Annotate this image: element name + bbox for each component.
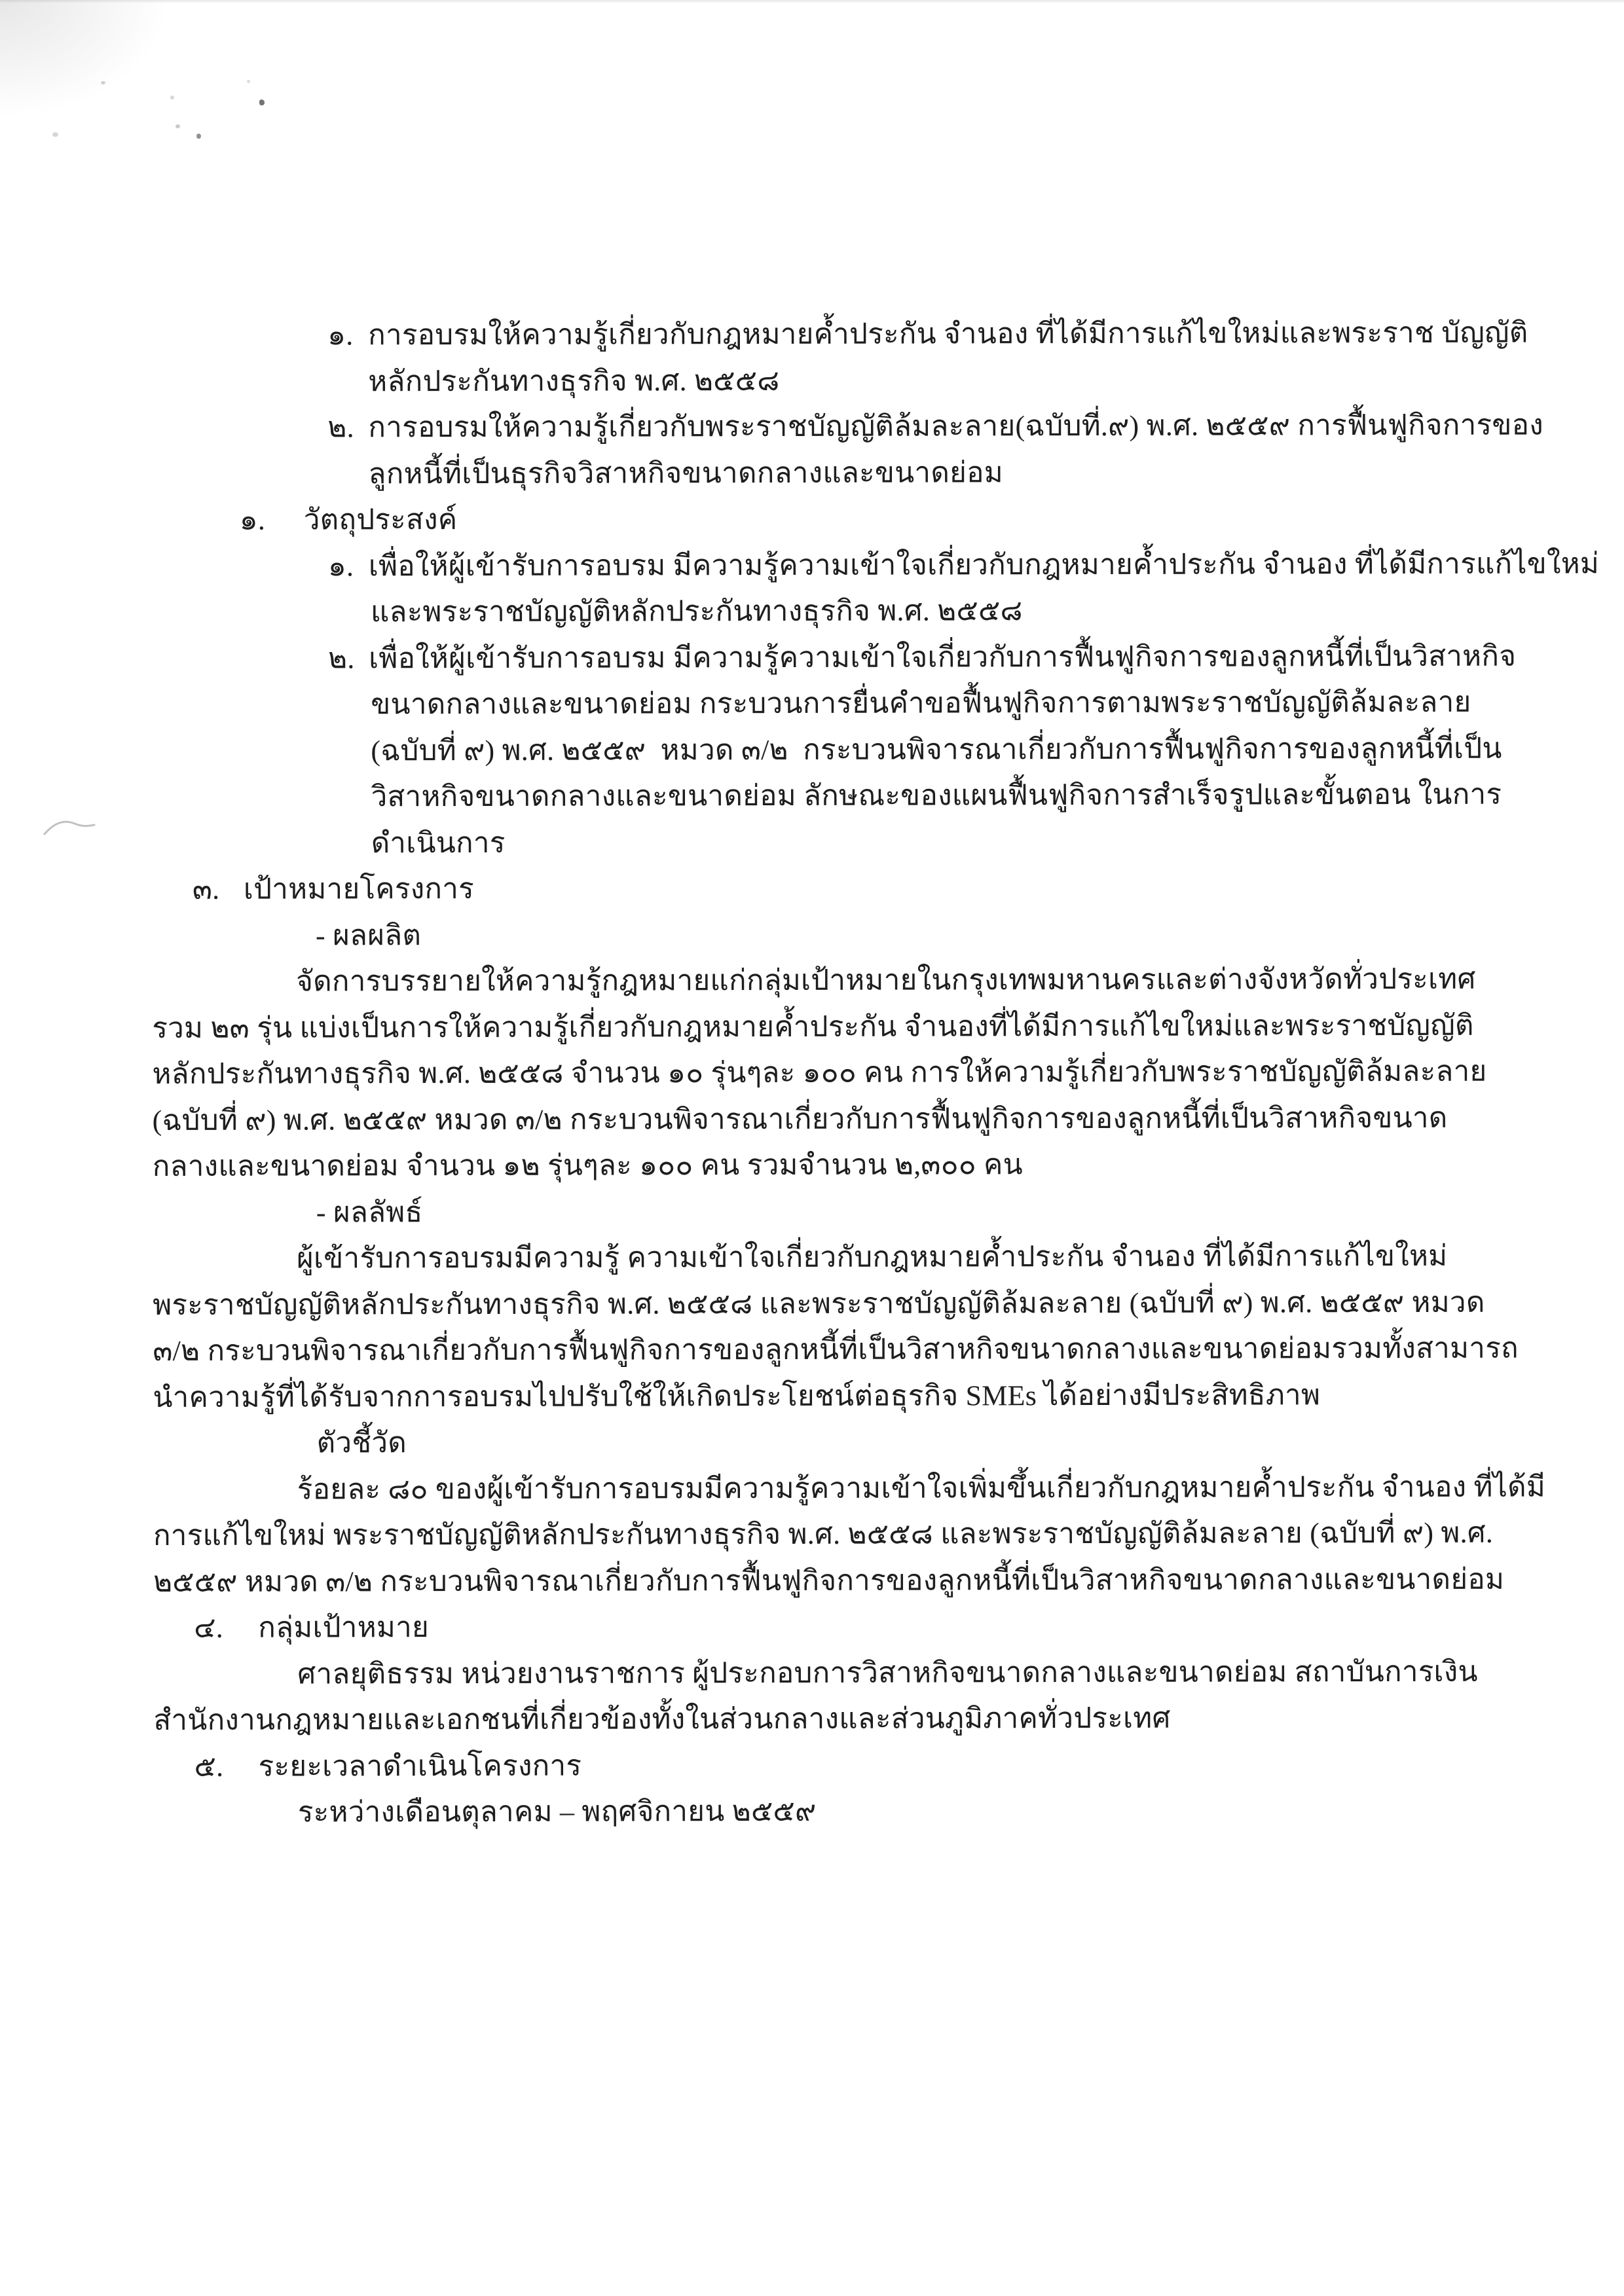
- section-objectives-title: วัตถุประสงค์: [303, 503, 458, 536]
- intro-item-1-number: ๑.: [327, 319, 354, 352]
- output-paragraph-line-4: (ฉบับที่ ๙) พ.ศ. ๒๕๕๙ หมวด ๓/๒ กระบวนพิจารณาเกี่ยวกับการฟื้นฟูกิจการของลูกหนี้ที่เป็นวิสาหกิจขนาด: [152, 1101, 1448, 1137]
- scan-speck: [101, 81, 105, 84]
- objective-item-1-text: เพื่อให้ผู้เข้ารับการอบรม มีความรู้ความเข้าใจเกี่ยวกับกฎหมายค้ำประกัน จำนอง ที่ได้มีการแก้ไขใหม่: [368, 547, 1600, 582]
- scan-speck: [247, 80, 250, 83]
- objective-item-2-line-1: [151, 633, 1517, 682]
- objective-item-2-line-2: ขนาดกลางและขนาดย่อม กระบวนการยื่นคำขอฟื้นฟูกิจการตามพระราชบัญญัติล้มละลาย: [371, 685, 1471, 721]
- section-target-group-title: กลุ่มเป้าหมาย: [258, 1611, 430, 1644]
- duration-line-1: ระหว่างเดือนตุลาคม – พฤศจิกายน ๒๕๕๙: [297, 1795, 817, 1829]
- section-target-group-number: ๔.: [194, 1611, 223, 1644]
- scan-speck: [175, 124, 180, 128]
- outcome-paragraph-line-3: ๓/๒ กระบวนพิจารณาเกี่ยวกับการฟื้นฟูกิจการของลูกหนี้ที่เป็นวิสาหกิจขนาดกลางและขนาดย่อมรวมทั้งสามารถ: [153, 1332, 1519, 1367]
- scanner-corner-shadow: [0, 0, 170, 118]
- section-objectives-number: ๑.: [239, 503, 266, 536]
- section-duration-number: ๕.: [194, 1750, 224, 1783]
- indicator-paragraph-line-1: ร้อยละ ๘๐ ของผู้เข้ารับการอบรมมีความรู้ความเข้าใจเพิ่มขึ้นเกี่ยวกับกฎหมายค้ำประกัน จำนอง ที่ได้มี: [297, 1470, 1546, 1506]
- section-goals-heading: [152, 864, 1481, 913]
- pen-curl-mark: [41, 812, 100, 845]
- intro-item-1-line-1: [151, 310, 1528, 359]
- indicator-paragraph-line-3: ๒๕๕๙ หมวด ๓/๒ กระบวนพิจารณาเกี่ยวกับการฟื้นฟูกิจการของลูกหนี้ที่เป็นวิสาหกิจขนาดกลางและขนาดย่อม: [153, 1563, 1505, 1598]
- scan-speck: [259, 100, 265, 105]
- section-objectives-heading: [151, 495, 1481, 544]
- intro-item-1-line-2: หลักประกันทางธุรกิจ พ.ศ. ๒๕๕๘: [368, 364, 780, 397]
- objective-item-2-line-4: วิสาหกิจขนาดกลางและขนาดย่อม ลักษณะของแผนฟื้นฟูกิจการสำเร็จรูปและขั้นตอน ในการ: [371, 778, 1502, 813]
- target-group-line-2: สำนักงานกฎหมายและเอกชนที่เกี่ยวข้องทั้งในส่วนกลางและส่วนภูมิภาคทั่วประเทศ: [153, 1702, 1171, 1736]
- objective-item-2-number: ๒.: [328, 642, 355, 674]
- output-paragraph-line-1: จัดการบรรยายให้ความรู้กฎหมายแก่กลุ่มเป้าหมายในกรุงเทพมหานครและต่างจังหวัดทั่วประเทศ: [296, 962, 1476, 998]
- objective-item-2-line-3: (ฉบับที่ ๙) พ.ศ. ๒๕๕๙ หมวด ๓/๒ กระบวนพิจารณาเกี่ยวกับการฟื้นฟูกิจการของลูกหนี้ที่เป็น: [371, 732, 1502, 767]
- outcome-paragraph-line-4: นำความรู้ที่ได้รับจากการอบรมไปปรับใช้ให้เกิดประโยชน์ต่อธุรกิจ SMEs ได้อย่างมีประสิทธิภาพ: [153, 1378, 1321, 1413]
- intro-item-2-line-2: ลูกหนี้ที่เป็นธุรกิจวิสาหกิจขนาดกลางและขนาดย่อม: [368, 456, 1003, 490]
- indicator-label: ตัวชี้วัด: [316, 1427, 407, 1459]
- objective-item-2-line-5: ดำเนินการ: [371, 826, 506, 859]
- output-label: - ผลผลิต: [315, 919, 422, 951]
- objective-item-1-line-1: [151, 541, 1600, 590]
- target-group-line-1: ศาลยุติธรรม หน่วยงานราชการ ผู้ประกอบการวิสาหกิจขนาดกลางและขนาดย่อม สถาบันการเงิน: [297, 1655, 1478, 1690]
- objective-item-1-line-2: และพระราชบัญญัติหลักประกันทางธุรกิจ พ.ศ. ๒๕๕๘: [370, 594, 1023, 629]
- intro-item-2-text: การอบรมให้ความรู้เกี่ยวกับพระราชบัญญัติล้มละลาย(ฉบับที่.๙) พ.ศ. ๒๕๕๙ การฟื้นฟูกิจการของ: [368, 409, 1543, 444]
- intro-item-2-number: ๒.: [327, 411, 354, 444]
- objective-item-2-text: เพื่อให้ผู้เข้ารับการอบรม มีความรู้ความเข้าใจเกี่ยวกับการฟื้นฟูกิจการของลูกหนี้ที่เป็นวิสาหกิจ: [369, 640, 1517, 674]
- outcome-label: - ผลลัพธ์: [316, 1195, 423, 1228]
- section-duration-heading: [154, 1741, 1483, 1790]
- scanner-edge-shadow: [0, 0, 1624, 3]
- indicator-paragraph-line-2: การแก้ไขใหม่ พระราชบัญญัติหลักประกันทางธุรกิจ พ.ศ. ๒๕๕๘ และพระราชบัญญัติล้มละลาย (ฉบับที่ ๙) พ.ศ.: [153, 1516, 1494, 1552]
- scan-speck: [196, 134, 201, 139]
- objective-item-1-number: ๑.: [327, 549, 354, 582]
- section-target-group-heading: [153, 1603, 1483, 1652]
- output-paragraph-line-5: กลางและขนาดย่อม จำนวน ๑๒ รุ่นๆละ ๑๐๐ คน รวมจำนวน ๒,๓๐๐ คน: [152, 1148, 1023, 1182]
- scan-speck: [52, 132, 58, 137]
- outcome-paragraph-line-1: ผู้เข้ารับการอบรมมีความรู้ ความเข้าใจเกี่ยวกับกฎหมายค้ำประกัน จำนอง ที่ได้มีการแก้ไขใหม่: [296, 1239, 1448, 1275]
- output-paragraph-line-3: หลักประกันทางธุรกิจ พ.ศ. ๒๕๕๘ จำนวน ๑๐ รุ่นๆละ ๑๐๐ คน การให้ความรู้เกี่ยวกับพระราชบัญญัติล้มละลาย: [152, 1055, 1487, 1090]
- document-body: [151, 310, 1600, 1836]
- scan-speck: [170, 96, 174, 100]
- intro-item-2-line-1: [151, 403, 1543, 452]
- section-goals-number: ๓.: [192, 873, 220, 905]
- section-duration-title: ระยะเวลาดำเนินโครงการ: [258, 1749, 582, 1783]
- output-paragraph-line-2: รวม ๒๓ รุ่น แบ่งเป็นการให้ความรู้เกี่ยวกับกฎหมายค้ำประกัน จำนองที่ได้มีการแก้ไขใหม่และพระราชบัญญัติ: [152, 1009, 1474, 1044]
- intro-item-1-text: การอบรมให้ความรู้เกี่ยวกับกฎหมายค้ำประกัน จำนอง ที่ได้มีการแก้ไขใหม่และพระราช บัญญัติ: [368, 316, 1528, 352]
- outcome-paragraph-line-2: พระราชบัญญัติหลักประกันทางธุรกิจ พ.ศ. ๒๕๕๘ และพระราชบัญญัติล้มละลาย (ฉบับที่ ๙) พ.ศ. ๒๕๕๙ หมวด: [153, 1286, 1485, 1321]
- section-goals-title: เป้าหมายโครงการ: [243, 872, 475, 905]
